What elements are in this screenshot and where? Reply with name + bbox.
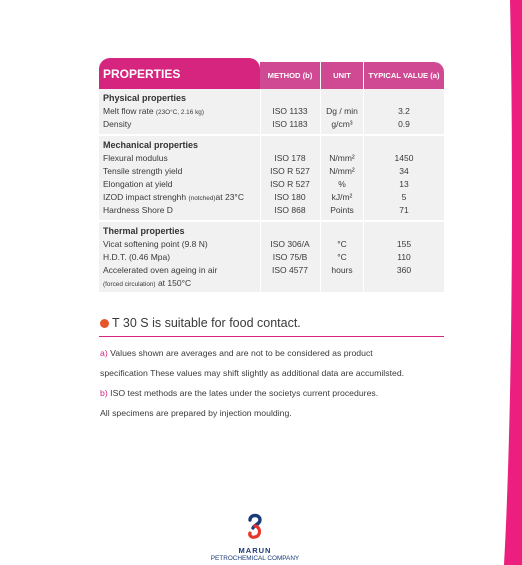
section-title: Thermal properties (103, 226, 185, 236)
logo-name: MARUN (238, 546, 272, 555)
note-c: All specimens are prepared by injection moulding. (100, 408, 292, 418)
logo-subtitle: PETROCHEMICAL COMPANY (210, 555, 300, 562)
table-row: Hardness Shore D ISO 868 Points 71 (103, 205, 409, 215)
table-row: Flexural modulus ISO 178 N/mm² 1450 (103, 153, 414, 163)
divider (99, 336, 444, 337)
table-row: IZOD impact strenghh (notched)at 23°C ISO 180 kJ/m² 5 (103, 192, 407, 202)
table-row: Tensile strength yield ISO R 527 N/mm² 34 (103, 166, 409, 176)
section-title: Mechanical properties (103, 140, 199, 150)
header-method: METHOD (b) (260, 62, 320, 89)
marun-logo-icon (246, 512, 264, 540)
food-contact-statement: T 30 S is suitable for food contact. (100, 316, 301, 330)
marun-logo (205, 512, 305, 562)
section-physical (99, 89, 444, 134)
properties-table (99, 58, 444, 292)
note-a-line1: a) Values shown are averages and are not to be considered as product (100, 348, 373, 358)
table-body (99, 89, 444, 292)
header-properties: PROPERTIES (99, 58, 260, 89)
table-row: H.D.T. (0.46 Mpa) ISO 75/B °C 110 (103, 252, 411, 262)
section-mechanical (99, 134, 444, 220)
table-row: Elongation at yield ISO R 527 % 13 (103, 179, 409, 189)
table-row: (forced circulation) at 150°C (103, 278, 192, 288)
table-row: Melt flow rate (23O°C, 2.16 kg) ISO 1133 Dg / min 3.2 (103, 106, 410, 116)
table-header (99, 58, 444, 89)
header-typical-value: TYPICAL VALUE (a) (364, 62, 444, 89)
table-row: Vicat softening point (9.8 N) ISO 306/A °C 155 (103, 239, 412, 249)
note-b: b) ISO test methods are the lates under the societys current procedures. (100, 388, 379, 398)
header-unit: UNIT (321, 62, 363, 89)
side-decorative-band (488, 0, 522, 565)
section-title: Physical properties (103, 93, 187, 103)
table-row: Accelerated oven ageing in air ISO 4577 hours 360 (103, 265, 412, 275)
table-row: Density ISO 1183 g/cm³ 0.9 (103, 119, 410, 129)
section-thermal (99, 220, 444, 292)
bullet-icon (100, 319, 109, 328)
note-a-line2: specification These values may shift slightly as additional data are accumilsted. (100, 368, 405, 378)
